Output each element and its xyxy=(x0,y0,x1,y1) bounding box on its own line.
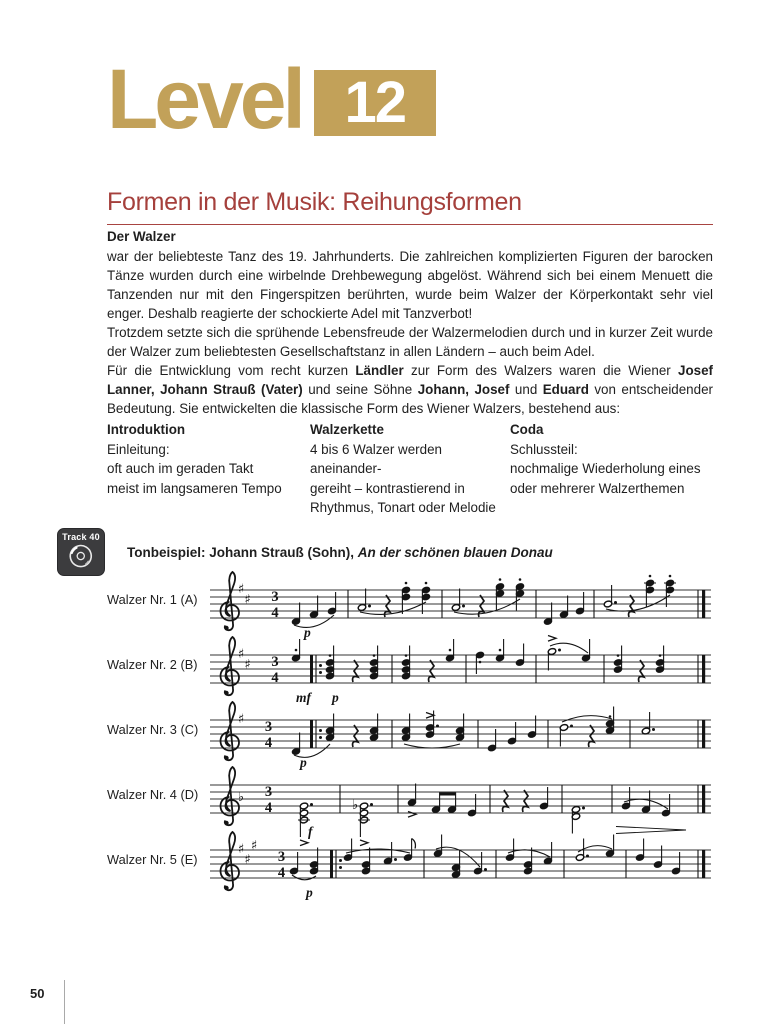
svg-text:♭: ♭ xyxy=(352,798,359,813)
treble-clef-icon xyxy=(221,637,240,695)
treble-clef-icon xyxy=(221,702,240,760)
column-line: 4 bis 6 Walzer werden aneinander- xyxy=(310,441,442,476)
svg-text:4: 4 xyxy=(271,605,279,621)
paragraph-3-segment: und xyxy=(509,382,543,397)
tonbeispiel-title: An der schönen blauen Donau xyxy=(357,544,553,560)
treble-clef-icon xyxy=(221,832,240,890)
column-walzerkette xyxy=(310,420,510,518)
page-number: 50 xyxy=(30,986,45,1001)
column-line: nochmalige Wiederholung eines xyxy=(510,461,701,476)
column-line: Einleitung: xyxy=(107,441,170,457)
column-introduktion xyxy=(107,420,310,518)
footer-rule xyxy=(64,980,65,1024)
svg-text:p: p xyxy=(306,885,313,900)
track-badge xyxy=(57,528,105,576)
svg-text:♯: ♯ xyxy=(237,842,245,857)
column-title: Coda xyxy=(510,422,544,437)
paragraph-3-segment: Ländler xyxy=(355,363,404,378)
svg-text:♯: ♯ xyxy=(250,838,258,854)
tonbeispiel-caption xyxy=(127,545,553,560)
paragraph-2: Trotzdem setzte sich die sprühende Lebensfreude der Walzermelodien durch und in kurzer Zeit wurde der Walzer zum beliebtesten Gesellschaftstanz in allen Ländern – auch beim Adel. xyxy=(107,325,713,359)
column-line: gereiht – kontrastierend in xyxy=(310,480,465,496)
svg-text:p: p xyxy=(304,625,311,640)
staff-label: Walzer Nr. 4 (D) xyxy=(107,787,199,802)
svg-text:4: 4 xyxy=(277,865,286,881)
staff-row xyxy=(107,828,713,900)
svg-text:♯: ♯ xyxy=(244,852,251,868)
paragraph-3-segment: zur Form des Walzers waren die Wiener xyxy=(403,363,679,378)
paragraph-3-segment: von entscheidender Bedeutung. Sie entwickelten die klassische Form des Wiener Walzers, bestehend aus: xyxy=(107,382,713,416)
svg-text:4: 4 xyxy=(264,735,273,751)
svg-text:♯: ♯ xyxy=(237,582,245,597)
svg-text:4: 4 xyxy=(271,670,279,686)
svg-text:mf: mf xyxy=(296,690,311,705)
staff-label: Walzer Nr. 2 (B) xyxy=(107,657,198,672)
svg-text:♭: ♭ xyxy=(237,790,245,805)
svg-text:3: 3 xyxy=(271,654,279,670)
svg-text:♯: ♯ xyxy=(244,592,251,608)
intro-text xyxy=(107,227,713,418)
paragraph-3-segment: und seine Söhne xyxy=(302,382,418,397)
treble-clef-icon xyxy=(221,767,240,825)
subheading-der-walzer: Der Walzer xyxy=(107,229,176,244)
column-title: Introduktion xyxy=(107,422,186,437)
staff-label: Walzer Nr. 5 (E) xyxy=(107,852,198,867)
svg-text:4: 4 xyxy=(264,800,273,816)
staff-row xyxy=(107,698,713,770)
paragraph-3-segment: Josef Lanner, Johann Strauß (Vater) xyxy=(107,363,713,397)
column-line: oft auch im geraden Takt xyxy=(107,461,254,476)
svg-text:3: 3 xyxy=(264,719,273,735)
treble-clef-icon xyxy=(221,572,240,630)
staff-notation xyxy=(208,828,713,906)
cd-icon xyxy=(66,542,96,572)
level-number-box xyxy=(314,70,436,136)
tonbeispiel-bold: Tonbeispiel: Johann Strauß (Sohn), xyxy=(127,544,358,560)
svg-text:p: p xyxy=(300,755,307,770)
svg-text:♯: ♯ xyxy=(237,647,245,662)
column-line: meist im langsameren Tempo xyxy=(107,480,282,496)
column-line: oder mehrerer Walzerthemen xyxy=(510,480,685,496)
paragraph-3-segment: Für die Entwicklung vom recht kurzen xyxy=(107,363,356,378)
svg-text:♯: ♯ xyxy=(244,657,251,673)
svg-text:3: 3 xyxy=(271,589,279,605)
staff-row xyxy=(107,568,713,640)
music-example xyxy=(107,568,713,900)
paragraph-3-segment: Eduard xyxy=(542,382,589,397)
level-number: 12 xyxy=(344,70,406,135)
form-columns xyxy=(107,420,713,518)
chapter-heading-rule xyxy=(107,188,713,225)
column-title: Walzerkette xyxy=(310,422,384,437)
staff-label: Walzer Nr. 1 (A) xyxy=(107,592,198,607)
staff-label: Walzer Nr. 3 (C) xyxy=(107,722,199,737)
paragraph-3 xyxy=(107,361,713,418)
column-line: Rhythmus, Tonart oder Melodie xyxy=(310,500,496,515)
level-wordmark: Level xyxy=(107,52,302,146)
column-line: Schlussteil: xyxy=(510,441,578,457)
staff-row xyxy=(107,633,713,705)
svg-text:f: f xyxy=(308,824,313,839)
svg-text:♯: ♯ xyxy=(237,712,245,727)
svg-text:3: 3 xyxy=(264,784,273,800)
svg-text:3: 3 xyxy=(277,849,286,865)
paragraph-3-segment: Johann, Josef xyxy=(417,382,510,397)
level-banner xyxy=(107,52,436,146)
svg-text:p: p xyxy=(332,690,339,705)
column-coda xyxy=(510,420,713,518)
track-badge-label: Track 40 xyxy=(62,532,100,542)
chapter-heading: Formen in der Musik: Reihungsformen xyxy=(107,188,522,216)
staff-row xyxy=(107,763,713,839)
paragraph-1: war der beliebteste Tanz des 19. Jahrhunderts. Die zahlreichen komplizierten Figuren der barocken Tänze wurden durch eine wirbelnde Drehbewegung abgelöst. Während sich bei einem Menuett die Tanzenden nur mit den Fingerspitzen berührten, wurde beim Walzer der Körperkontakt sehr viel enger. Deshalb reagierte der schockierte Adel mit Tanzverbot! xyxy=(107,249,713,321)
